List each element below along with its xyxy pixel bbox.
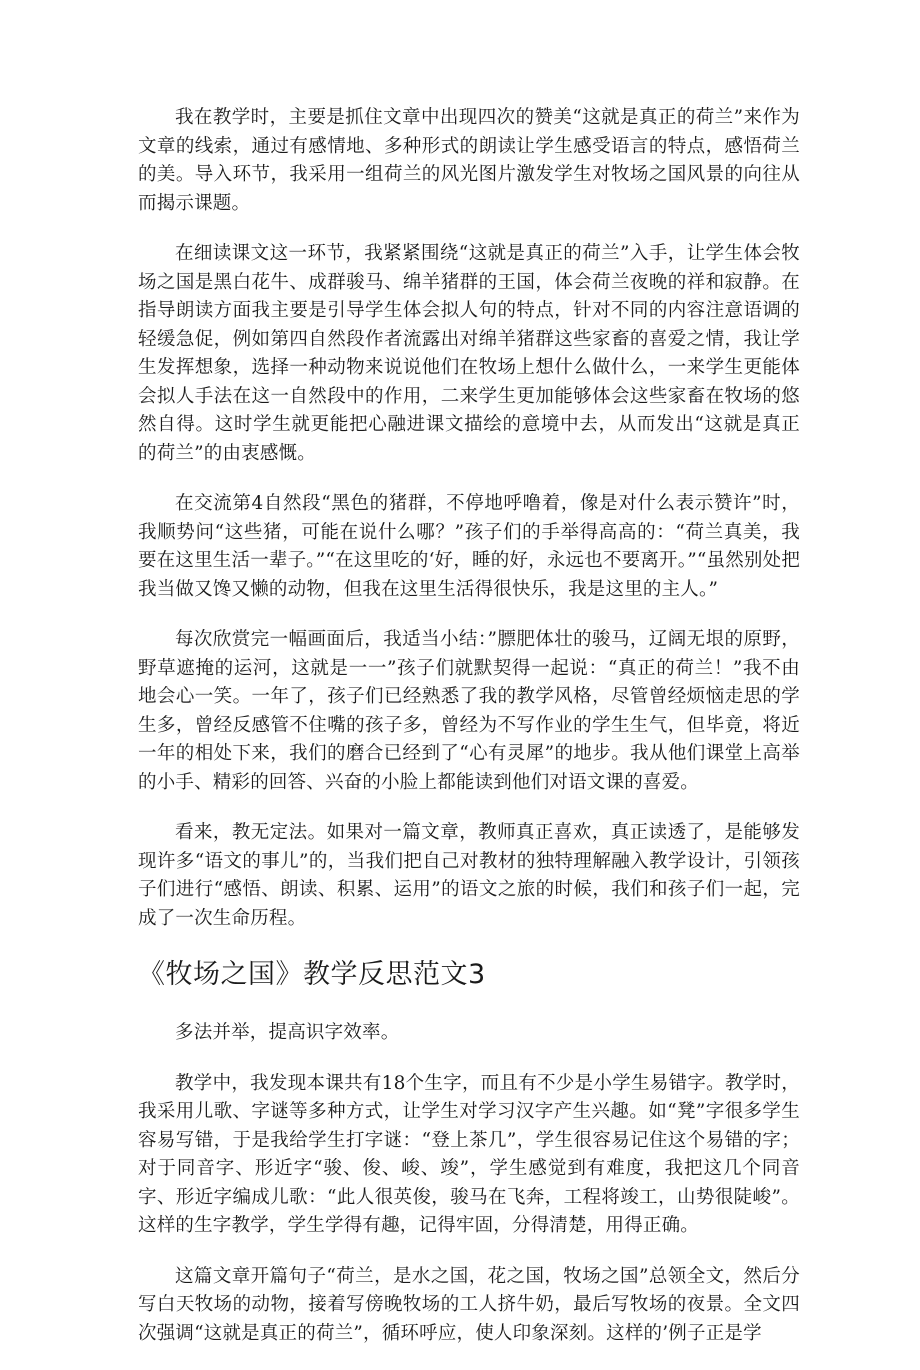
- section-title: 《牧场之国》教学反思范文3: [138, 959, 486, 990]
- paragraph-conclusion: 看来，教无定法。如果对一篇文章，教师真正喜欢，真正读透了，是能够发现许多“语文的事儿”的，当我们把自己对教材的独特理解融入教学设计，引领孩子们进行“感悟、朗读、积累、运用”的语文之旅的时候，我们和孩子们一起，完成了一次生命历程。: [138, 822, 800, 929]
- paragraph-intro: 我在教学时，主要是抓住文章中出现四次的赞美“这就是真正的荷兰”来作为文章的线索，通过有感情地、多种形式的朗读让学生感受语言的特点，感悟荷兰的美。导入环节，我采用一组荷兰的风光图片激发学生对牧场之国风景的向往从而揭示课题。: [138, 107, 800, 214]
- section-one: [138, 104, 800, 933]
- section-two: [138, 955, 800, 1348]
- paragraph-subheading: 多法并举，提高识字效率。: [175, 1022, 400, 1043]
- paragraph-discussion: 在交流第4自然段“黑色的猪群，不停地呼噜着，像是对什么表示赞许”时，我顺势问“这些猪，可能在说什么哪？”孩子们的手举得高高的：“荷兰真美，我要在这里生活一辈子。”“在这里吃的‘好，睡的好，永远也不要离开。”“虽然别处把我当做又馋又懒的动物，但我在这里生活得很快乐，我是这里的主人。”: [138, 493, 801, 600]
- paragraph-close-reading: 在细读课文这一环节，我紧紧围绕“这就是真正的荷兰”入手，让学生体会牧场之国是黑白花牛、成群骏马、绵羊猪群的王国，体会荷兰夜晚的祥和寂静。在指导朗读方面我主要是引导学生体会拟人句的特点，针对不同的内容注意语调的轻缓急促，例如第四自然段作者流露出对绵羊猪群这些家畜的喜爱之情，我让学生发挥想象，选择一种动物来说说他们在牧场上想什么做什么，一来学生更能体会拟人手法在这一自然段中的作用，二来学生更加能够体会这些家畜在牧场的悠然自得。这时学生就更能把心融进课文描绘的意境中去，从而发出“这就是真正的荷兰”的由衷感慨。: [138, 243, 800, 464]
- paragraph-summary: 每次欣赏完一幅画面后，我适当小结：”膘肥体壮的骏马，辽阔无垠的原野，野草遮掩的运河，这就是一一”孩子们就默契得一起说：“真正的荷兰！”我不由地会心一笑。一年了，孩子们已经熟悉了我的教学风格，尽管曾经烦恼走思的学生多，曾经反感管不住嘴的孩子多，曾经为不写作业的学生生气，但毕竟，将近一年的相处下来，我们的磨合已经到了“心有灵犀”的地步。我从他们课堂上高举的小手、精彩的回答、兴奋的小脸上都能读到他们对语文课的喜爱。: [138, 629, 800, 793]
- paragraph-literacy: 教学中，我发现本课共有18个生字，而且有不少是小学生易错字。教学时，我采用儿歌、字谜等多种方式，让学生对学习汉字产生兴趣。如“凳”字很多学生容易写错，于是我给学生打字谜：“登上茶几”，学生很容易记住这个易错的字；对于同音字、形近字“骏、俊、峻、竣”，学生感觉到有难度，我把这几个同音字、形近字编成儿歌：“此人很英俊，骏马在飞奔，工程将竣工，山势很陡峻”。这样的生字教学，学生学得有趣，记得牢固，分得清楚，用得正确。: [138, 1072, 800, 1236]
- paragraph-structure: 这篇文章开篇句子“荷兰，是水之国，花之国，牧场之国”总领全文，然后分写白天牧场的动物，接着写傍晚牧场的工人挤牛奶，最后写牧场的夜景。全文四次强调“这就是真正的荷兰”，循环呼应，使人印象深刻。这样的’例子正是学: [138, 1265, 800, 1344]
- document-page: [138, 104, 800, 1370]
